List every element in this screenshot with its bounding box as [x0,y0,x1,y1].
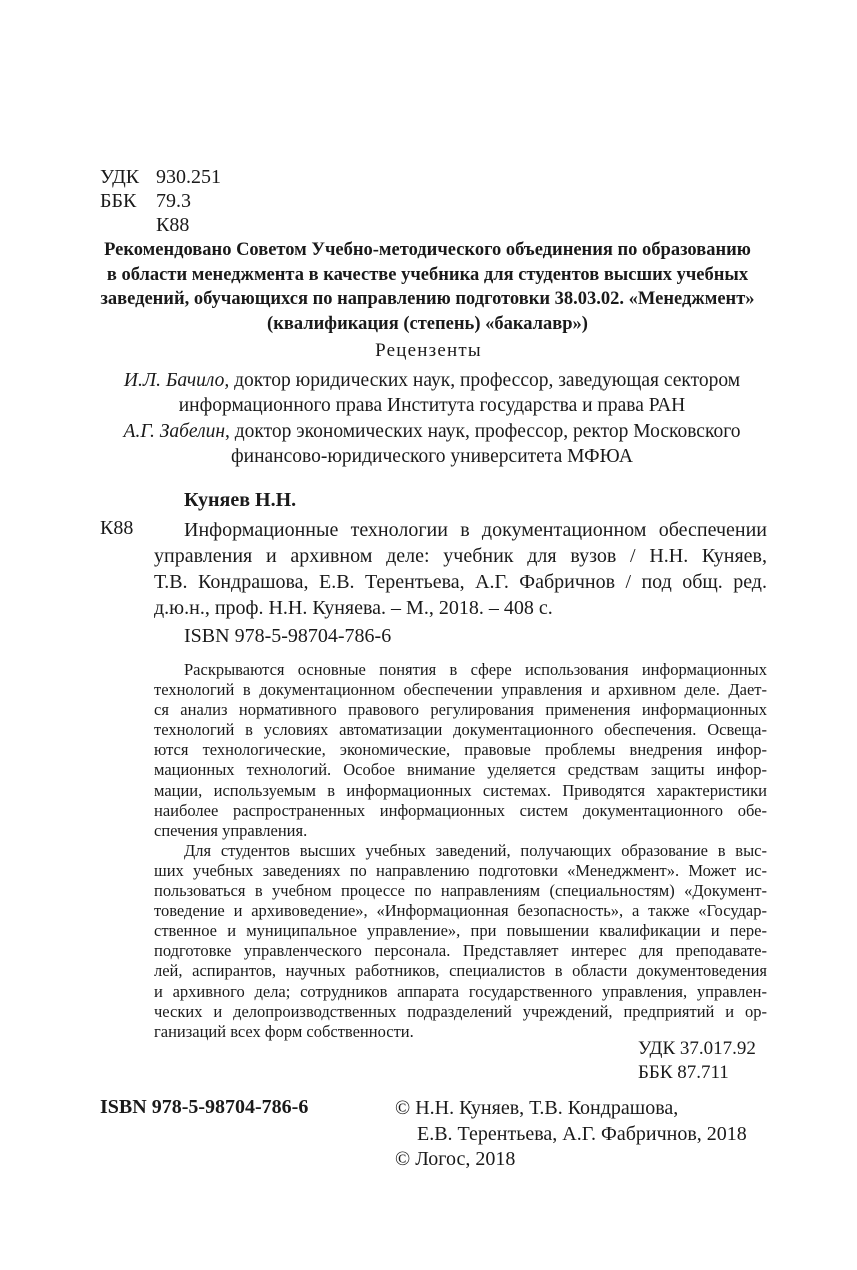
abstract-line: наиболее распространенных информационных систем документационного обе- [154,800,767,820]
abstract-line: товедение и архивоведение», «Информационная безопасность», а также «Государ- [154,901,767,921]
reviewer-2 [96,419,768,469]
reviewer-info: доктор юридических наук, профессор, заведующая сектором [229,370,741,391]
bbk-label: ББК [100,190,137,212]
reviewers-title: Рецензенты [375,340,482,361]
reviewer-info: финансово-юридического университета МФЮА [231,446,633,467]
reviewer-info: , доктор экономических наук, профессор, ректор Московского [225,421,741,442]
recommendation-line: (квалификация (степень) «бакалавр») [267,313,588,334]
entry-line: д.ю.н., проф. Н.Н. Куняева. – М., 2018. – 408 с. [154,597,553,619]
copyright-line: © Н.Н. Куняев, Т.В. Кондрашова, [395,1097,679,1119]
entry-isbn: ISBN 978-5-98704-786-6 [184,625,392,647]
entry-line: Т.В. Кондрашова, Е.В. Терентьева, А.Г. Фабричнов / под общ. ред. [154,571,767,593]
copyright-line: Е.В. Терентьева, А.Г. Фабричнов, 2018 [417,1122,747,1145]
recommendation-line: заведений, обучающихся по направлению подготовки 38.03.02. «Менеджмент» [100,289,755,309]
entry-line: Информационные технологии в документационном обеспечении [184,519,767,541]
abstract-line: технологий в документационном обеспечении управления и архивном деле. Дает- [154,680,767,700]
udk-value: 930.251 [156,166,221,188]
abstract-line: мации, используемым в информационных системах. Приводятся характеристики [154,780,767,800]
udk-label: УДК [100,166,140,188]
abstract-line: Раскрываются основные понятия в сфере использования информационных [184,660,767,679]
reviewer-name: И.Л. Бачило, [123,370,230,391]
entry-line: управления и архивном деле: учебник для вузов / Н.Н. Куняев, [154,545,767,567]
abstract-line: технологий в условиях автоматизации документационного обеспечения. Освеща- [154,720,767,740]
udk-code: УДК 37.017.92 [638,1038,756,1059]
author-mark: К88 [156,214,190,236]
abstract-line: ся анализ нормативного правового регулирования применения информационных [154,700,767,720]
abstract-line: спечения управления. [154,820,308,840]
abstract-line: подготовке управленческого персонала. Представляет интерес для преподавате- [154,941,767,961]
abstract-line: Для студентов высших учебных заведений, получающих образование в выс- [184,840,767,860]
abstract-line: ственное и муниципальное управление», при повышении квалификации и пере- [154,921,767,941]
abstract-line: и архивного дела; сотрудников аппарата государственного управления, управлен- [154,981,767,1001]
reviewer-1 [96,368,768,418]
reviewer-name: А.Г. Забелин [123,421,226,442]
entry-code: К88 [100,517,134,539]
recommendation-line: в области менеджмента в качестве учебника для студентов высших учебных [106,264,749,285]
classification-block-2 [638,1037,756,1085]
bbk-code: ББК 87.711 [638,1062,729,1083]
abstract-line: ются технологические, экономические, правовые проблемы внедрения инфор- [154,740,767,760]
recommendation-line: Рекомендовано Советом Учебно-методического объединения по образованию [104,240,751,260]
entry-author: Куняев Н.Н. [184,489,297,511]
abstract-line: ганизаций всех форм собственности. [154,1021,414,1041]
entry-description [154,517,767,621]
abstract-line: мационных технологий. Особое внимание уделяется средствам защиты инфор- [154,760,767,780]
abstract-line: лей, аспирантов, научных работников, специалистов в области документоведения [154,961,767,981]
copyright-line: © Логос, 2018 [395,1148,516,1170]
recommendation-notice [100,238,755,336]
reviewer-info: информационного права Института государства и права РАН [178,395,686,416]
bbk-value: 79.3 [156,190,191,212]
abstract [154,660,767,1042]
abstract-line: пользоваться в учебном процессе по направлениям (специальностям) «Документ- [154,881,767,901]
abstract-line: ческих и делопроизводственных подразделений учреждений, предприятий и ор- [154,1001,767,1021]
abstract-line: ших учебных заведениях по направлению подготовки «Менеджмент». Может ис- [154,860,767,880]
footer-isbn: ISBN 978-5-98704-786-6 [100,1096,309,1118]
copyright-block [395,1096,747,1173]
